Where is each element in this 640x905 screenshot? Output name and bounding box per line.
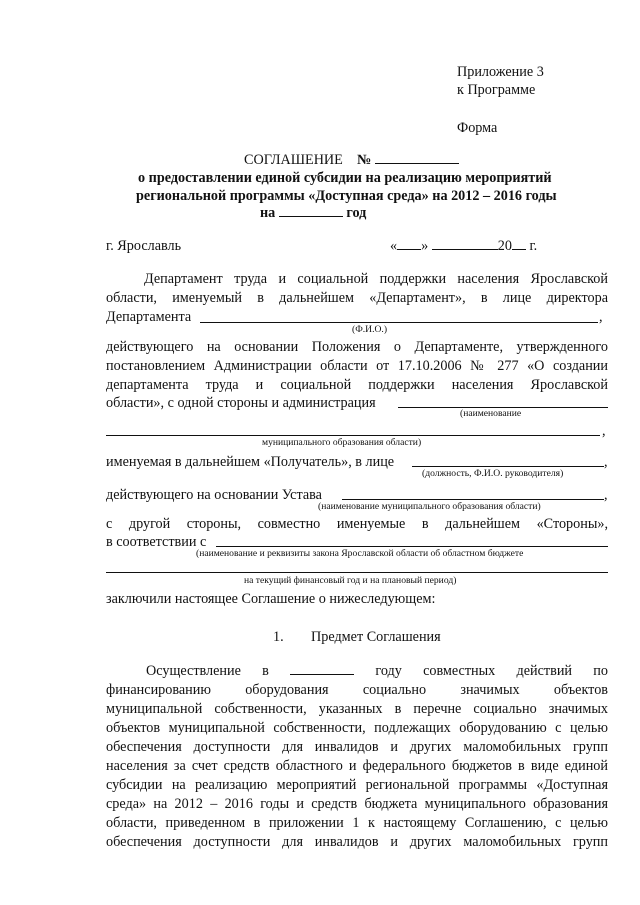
program-ref: к Программе: [457, 82, 536, 98]
caption-name: (наименование: [460, 408, 522, 419]
p3-line-1: именуемая в дальнейшем «Получатель», в лице: [106, 454, 395, 470]
recipient-head-blank: [412, 466, 604, 467]
year-blank: [512, 236, 526, 250]
date-quote-open: «: [390, 238, 398, 254]
s1-line-5: обеспечения доступности для инвалидов и других маломобильных групп: [106, 739, 608, 755]
p1-line-3: Департамента: [106, 309, 192, 325]
caption-mo-name: (наименование муниципального образования области): [318, 501, 541, 512]
s1-word-2: в: [262, 663, 269, 679]
s1-word-6: по: [593, 663, 608, 679]
s1-year-blank: [290, 661, 354, 675]
month-blank: [432, 236, 498, 250]
p5-line-1: с другой стороны, совместно именуемые в дальнейшем «Стороны»,: [106, 516, 608, 532]
agreement-number-blank: [375, 150, 459, 164]
law-name-blank-2: [106, 572, 608, 573]
caption-municipal: муниципального образования области): [262, 437, 422, 448]
date-quote-close: »: [421, 238, 429, 254]
date-field: [390, 236, 537, 256]
title-year-na: на: [260, 205, 276, 221]
p4-line-1: действующего на основании Устава: [106, 487, 322, 503]
s1-line-3: муниципальной собственности, указанных в перечне социально значимых: [106, 701, 608, 717]
agreement-title: [244, 150, 459, 170]
p2-line-3: департамента труда и социальной поддержки населения Ярославской: [106, 377, 608, 393]
p2-line-1: действующего на основании Положения о Департаменте, утвержденного: [106, 339, 608, 355]
s1-line-6: населения за счет средств областного и федерального бюджетов в виде единой: [106, 758, 608, 774]
s1-line-2: финансированию оборудования социально значимых объектов: [106, 682, 608, 698]
s1-line-7: субсидии на реализацию мероприятий региональной программы «Доступная: [106, 777, 608, 793]
section-number: 1.: [273, 629, 284, 645]
caption-fio: (Ф.И.О.): [352, 324, 388, 335]
p5-line-2: в соответствии с: [106, 534, 207, 550]
caption-position: (должность, Ф.И.О. руководителя): [422, 468, 564, 479]
p2-line-5-comma: ,: [602, 423, 606, 439]
charter-name-blank: [342, 499, 604, 500]
agreement-title-word: СОГЛАШЕНИЕ: [244, 152, 343, 168]
form-label: Форма: [457, 120, 498, 136]
s1-line-1: [146, 661, 608, 681]
title-line-2: о предоставлении единой субсидии на реализацию мероприятий: [138, 170, 552, 186]
p4-line-1-comma: ,: [604, 487, 608, 503]
title-line-4: [260, 203, 366, 223]
caption-law: (наименование и реквизиты закона Ярославской области об областном бюджете: [196, 548, 524, 559]
p2-line-2: постановлением Администрации области от 17.10.2006 № 277 «О создании: [106, 358, 608, 374]
title-year-blank: [279, 203, 343, 217]
number-sign: №: [357, 152, 372, 168]
s1-line-8: среда» на 2012 – 2016 годы и средств бюджета муниципального образования: [106, 796, 608, 812]
p3-line-1-comma: ,: [604, 454, 608, 470]
s1-line-4: объектов муниципальной собственности, подлежащих оборудованию с целью: [106, 720, 608, 736]
title-line-3: региональной программы «Доступная среда» на 2012 – 2016 годы: [136, 188, 557, 204]
section-title: Предмет Соглашения: [311, 629, 441, 645]
s1-word-3: году: [375, 663, 402, 679]
p6-line: заключили настоящее Соглашение о нижеследующем:: [106, 591, 436, 607]
p1-line-1: Департамент труда и социальной поддержки населения Ярославской: [144, 271, 608, 287]
municipal-name-blank: [106, 435, 600, 436]
s1-line-9: области, приведенном в приложении 1 к настоящему Соглашению, с целью: [106, 815, 608, 831]
s1-word-5: действий: [516, 663, 573, 679]
year-suffix: г.: [529, 238, 538, 254]
day-blank: [397, 236, 421, 250]
director-name-blank: [200, 322, 598, 323]
title-year-god: год: [346, 205, 367, 221]
year-prefix: 20: [497, 238, 512, 254]
p1-line-3-comma: ,: [599, 309, 603, 325]
law-name-blank: [216, 546, 608, 547]
city-name: г. Ярославль: [106, 238, 182, 254]
s1-line-10: обеспечения доступности для инвалидов и других маломобильных групп: [106, 834, 608, 850]
caption-law-2: на текущий финансовый год и на плановый период): [244, 575, 457, 586]
s1-word-1: Осуществление: [146, 663, 241, 679]
s1-word-4: совместных: [423, 663, 496, 679]
p1-line-2: области, именуемый в дальнейшем «Департамент», в лице директора: [106, 290, 608, 306]
p2-line-4: области», с одной стороны и администрация: [106, 395, 376, 411]
appendix-label: Приложение 3: [457, 64, 544, 80]
